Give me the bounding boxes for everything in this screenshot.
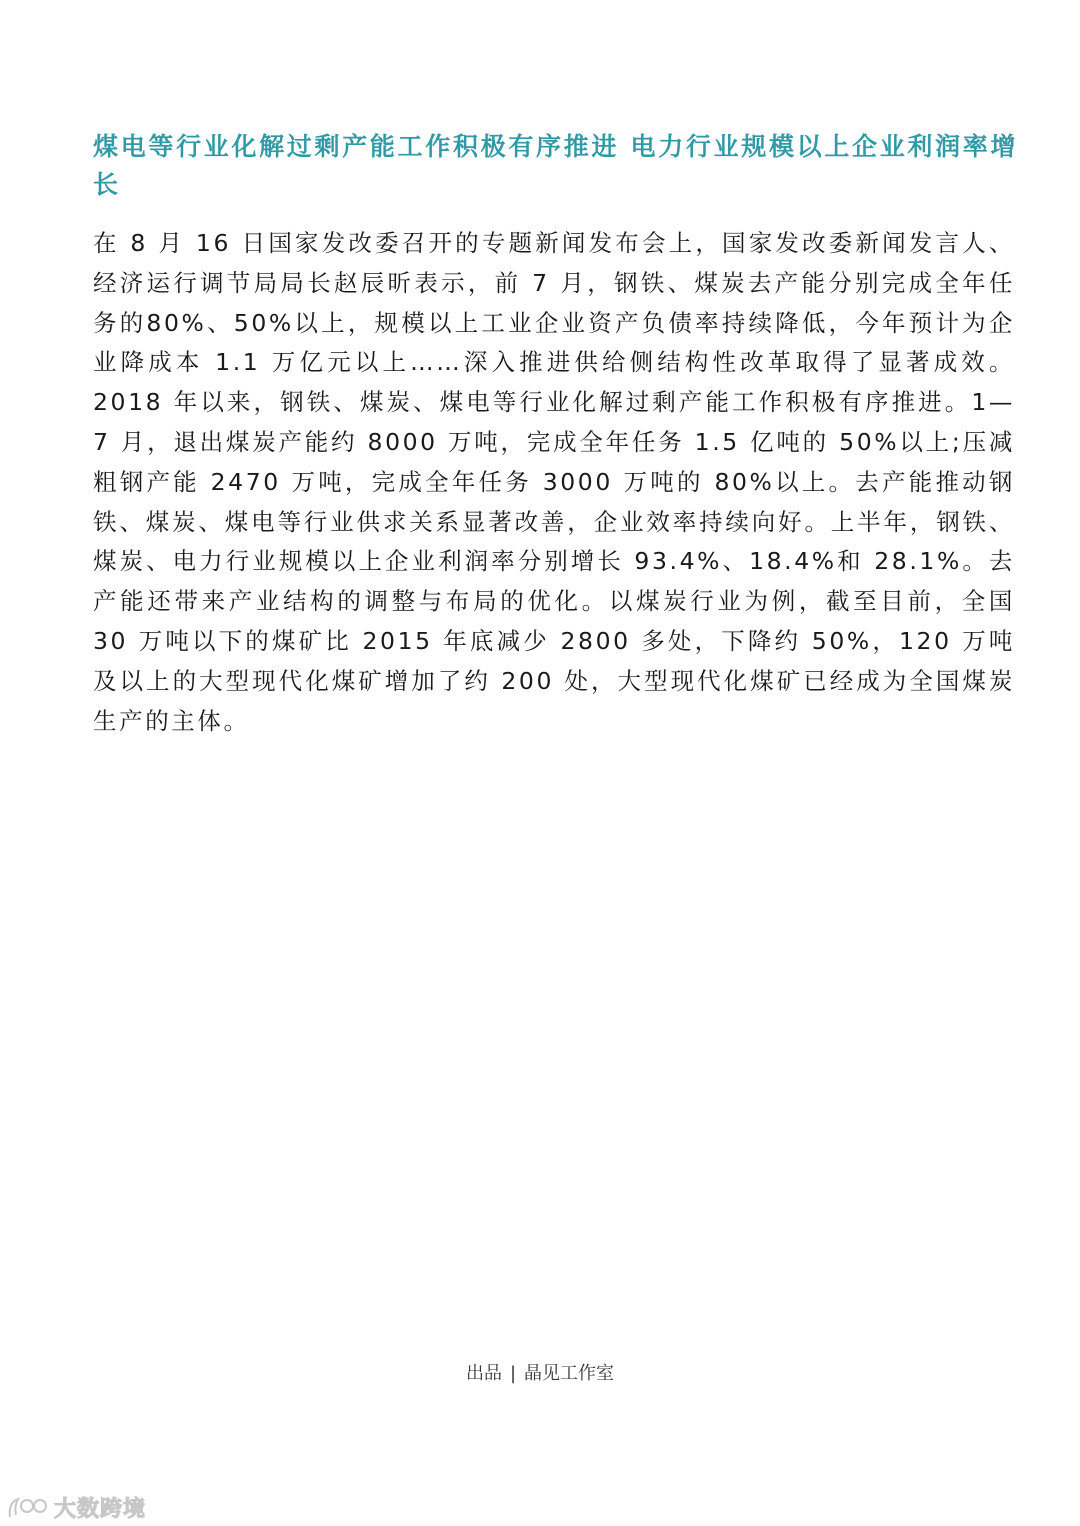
footer-studio: 晶见工作室 bbox=[524, 1363, 615, 1384]
brand-logo-icon bbox=[6, 1493, 50, 1521]
footer-label: 出品 bbox=[465, 1363, 502, 1384]
article-body: 在 8 月 16 日国家发改委召开的专题新闻发布会上，国家发改委新闻发言人、经济运行调节局局长赵辰昕表示，前 7 月，钢铁、煤炭去产能分别完成全年任务的80%、50%以上，规模以上工业企业资产负债率持续降低，今年预计为企业降成本 1.1 万亿元以上……深入推进供给侧结构性改革取得了显著成效。2018 年以来，钢铁、煤炭、煤电等行业化解过剩产能工作积极有序推进。1—7 月，退出煤炭产能约 8000 万吨，完成全年任务 1.5 亿吨的 50%以上;压减粗钢产能 2470 万吨，完成全年任务 3000 万吨的 80%以上。去产能推动钢铁、煤炭、煤电等行业供求关系显著改善，企业效率持续向好。上半年，钢铁、煤炭、电力行业规模以上企业利润率分别增长 93.4%、18.4%和 28.1%。去产能还带来产业结构的调整与布局的优化。以煤炭行业为例，截至目前，全国 30 万吨以下的煤矿比 2015 年底减少 2800 多处，下降约 50%，120 万吨及以上的大型现代化煤矿增加了约 200 处，大型现代化煤矿已经成为全国煤炭生产的主体。 bbox=[93, 229, 1015, 735]
watermark-text: 大数跨境 bbox=[54, 1496, 147, 1522]
footer-credit bbox=[0, 1362, 1080, 1386]
article-heading: 煤电等行业化解过剩产能工作积极有序推进 电力行业规模以上企业利润率增长 bbox=[93, 132, 1018, 199]
watermark bbox=[6, 1490, 146, 1524]
footer-separator: | bbox=[509, 1363, 517, 1384]
